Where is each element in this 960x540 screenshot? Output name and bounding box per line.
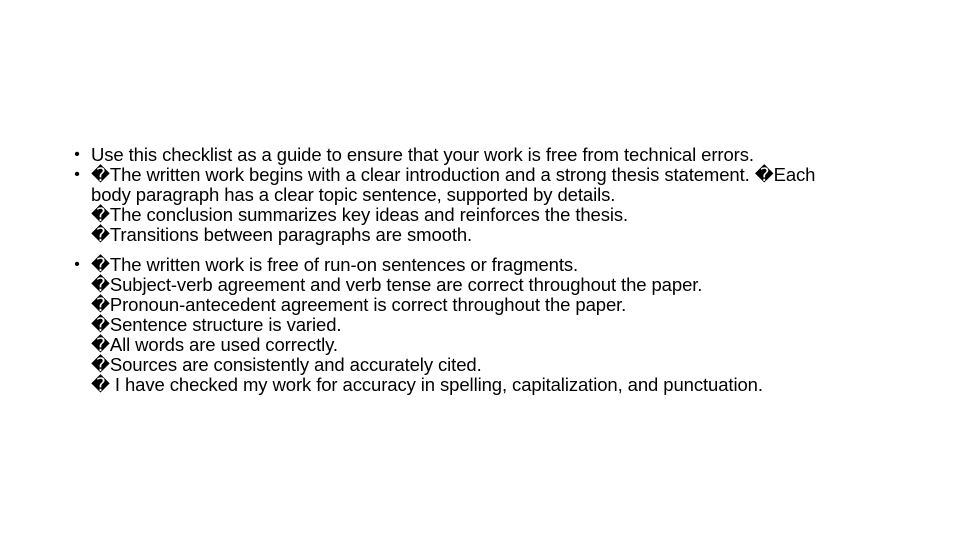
checklist-item: �The written work begins with a clear introduction and a strong thesis statement. �Each body paragraph has a clear topic sentence, supported by details. <box>91 164 816 205</box>
bullet-intro <box>72 145 912 165</box>
checklist-item: �Sentence structure is varied. <box>91 314 342 335</box>
checklist <box>72 145 912 395</box>
bullet-dot: • <box>74 166 80 183</box>
bullet-grammar <box>72 255 912 395</box>
checklist-item: �Transitions between paragraphs are smooth. <box>91 224 473 245</box>
bullet-dot: • <box>74 146 80 163</box>
checklist-item: � I have checked my work for accuracy in spelling, capitalization, and punctuation. <box>91 374 763 395</box>
checklist-item: �The conclusion summarizes key ideas and reinforces the thesis. <box>91 204 629 225</box>
checklist-item: �All words are used correctly. <box>91 334 338 355</box>
bullet-dot: • <box>74 256 80 273</box>
checklist-item: �Sources are consistently and accurately cited. <box>91 354 482 375</box>
bullet-structure <box>72 165 912 245</box>
checklist-item: �The written work is free of run-on sentences or fragments. <box>91 254 579 275</box>
checklist-item: �Pronoun-antecedent agreement is correct throughout the paper. <box>91 294 627 315</box>
checklist-item: �Subject-verb agreement and verb tense are correct throughout the paper. <box>91 274 703 295</box>
bullet-text: Use this checklist as a guide to ensure that your work is free from technical errors. <box>91 144 754 165</box>
